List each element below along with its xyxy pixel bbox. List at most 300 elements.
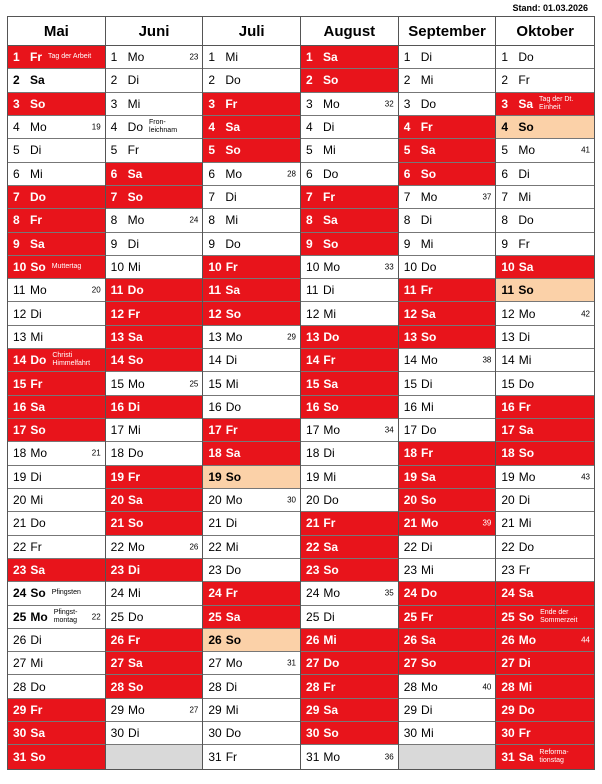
day-number: 16 (110, 399, 125, 414)
day-cell (496, 745, 594, 768)
weekday: Fr (323, 679, 336, 694)
weekday: Mi (128, 586, 141, 601)
weekday: Mi (225, 376, 239, 391)
day-number: 26 (110, 632, 125, 647)
day-number: 9 (501, 236, 509, 251)
day-cell (301, 745, 398, 768)
weekday: Fr (518, 236, 530, 251)
day-cell (301, 419, 398, 442)
week-number: 25 (189, 379, 199, 389)
day-cell (106, 349, 203, 372)
day-cell (301, 699, 398, 722)
day-cell (203, 606, 300, 629)
weekday: Di (30, 306, 42, 321)
day-number: 1 (13, 50, 20, 65)
weekday: Mo (518, 143, 536, 158)
day-number: 13 (306, 329, 320, 344)
week-number: 19 (91, 122, 101, 132)
day-cell (301, 396, 398, 419)
weekday: Mi (421, 563, 434, 578)
day-cell (496, 512, 594, 535)
day-number: 24 (110, 586, 125, 601)
weekday: Fr (518, 73, 530, 88)
day-number: 6 (501, 166, 509, 181)
day-cell (301, 209, 398, 232)
day-cell (203, 745, 300, 768)
day-cell (203, 652, 300, 675)
weekday: Sa (421, 469, 436, 484)
weekday: Mi (225, 702, 239, 717)
day-cell (496, 302, 594, 325)
day-number: 8 (501, 213, 509, 228)
day-number: 22 (208, 539, 222, 554)
day-number: 7 (306, 190, 313, 205)
weekday: Do (323, 166, 339, 181)
day-cell (496, 93, 594, 116)
day-number: 3 (208, 96, 216, 111)
day-cell (8, 116, 105, 139)
day-number: 29 (501, 702, 515, 717)
day-number: 4 (13, 120, 20, 135)
weekday: Mi (30, 656, 44, 671)
weekday: Mi (421, 726, 434, 741)
day-cell (8, 69, 105, 92)
day-number: 10 (208, 259, 222, 274)
day-cell (301, 302, 398, 325)
day-cell (106, 116, 203, 139)
day-number: 25 (13, 609, 27, 624)
day-number: 12 (13, 306, 27, 321)
week-number: 37 (482, 192, 492, 202)
month-column-august (301, 17, 399, 769)
weekday: Fr (420, 120, 433, 135)
day-cell (301, 279, 398, 302)
weekday: So (323, 399, 339, 414)
weekday: Sa (30, 726, 46, 741)
weekday: Fr (420, 283, 433, 298)
weekday: Mo (128, 539, 145, 554)
day-cell (106, 629, 203, 652)
weekday: Mo (323, 259, 341, 274)
weekday: Do (518, 539, 535, 554)
day-cell (301, 536, 398, 559)
day-number: 22 (501, 539, 515, 554)
day-number: 11 (13, 283, 26, 298)
day-number: 23 (13, 563, 27, 578)
day-cell (8, 93, 105, 116)
day-cell (8, 186, 105, 209)
weekday: Do (225, 73, 241, 88)
day-cell (8, 256, 105, 279)
day-number: 6 (306, 166, 313, 181)
day-number: 23 (501, 563, 515, 578)
weekday: Di (225, 353, 238, 368)
day-cell (496, 582, 594, 605)
day-cell (496, 442, 594, 465)
day-cell (301, 675, 398, 698)
day-cell (8, 139, 105, 162)
day-cell (301, 442, 398, 465)
weekday: Di (30, 143, 42, 158)
weekday: Di (323, 609, 335, 624)
weekday: Fr (323, 190, 336, 205)
month-column-juli (203, 17, 301, 769)
weekday: Di (518, 493, 531, 508)
day-number: 21 (208, 516, 222, 531)
day-cell (399, 116, 496, 139)
day-number: 18 (208, 446, 222, 461)
day-cell (8, 349, 105, 372)
weekday: Di (127, 236, 140, 251)
day-number: 7 (13, 190, 20, 205)
weekday: Do (30, 679, 46, 694)
weekday: Sa (127, 166, 143, 181)
holiday-note: Tag der Arbeit (48, 53, 92, 61)
day-cell (203, 629, 300, 652)
day-number: 11 (501, 283, 515, 298)
day-number: 13 (501, 329, 515, 344)
day-number: 14 (403, 353, 418, 368)
day-cell (203, 349, 300, 372)
weekday: Sa (128, 656, 143, 671)
day-number: 8 (110, 213, 118, 228)
weekday: Sa (225, 283, 241, 298)
day-number: 6 (208, 166, 216, 181)
weekday: Sa (225, 120, 241, 135)
day-number: 19 (501, 469, 515, 484)
weekday: Sa (421, 306, 436, 321)
weekday: Mo (420, 190, 438, 205)
day-number: 10 (110, 259, 125, 274)
day-cell (106, 209, 203, 232)
day-number: 31 (501, 750, 515, 765)
day-number: 7 (208, 190, 216, 205)
day-number: 24 (208, 586, 222, 601)
day-number: 10 (13, 259, 27, 274)
week-number: 21 (91, 448, 101, 458)
day-number: 9 (403, 236, 411, 251)
day-number: 2 (403, 73, 411, 88)
week-number: 20 (91, 285, 101, 295)
day-number: 12 (501, 306, 515, 321)
holiday-note: Pfingsten (51, 589, 81, 597)
day-number: 30 (501, 726, 515, 741)
day-cell (203, 582, 300, 605)
day-cell (106, 372, 203, 395)
day-number: 17 (501, 423, 515, 438)
day-number: 30 (403, 726, 418, 741)
weekday: Fr (30, 213, 42, 228)
day-cell (399, 209, 496, 232)
day-number: 29 (208, 702, 222, 717)
week-number: 42 (581, 309, 591, 319)
day-number: 23 (306, 563, 320, 578)
day-number: 1 (501, 50, 509, 65)
weekday: Sa (225, 446, 241, 461)
week-number: 28 (287, 169, 297, 179)
day-number: 13 (208, 329, 222, 344)
day-number: 11 (306, 283, 319, 298)
day-cell (496, 69, 594, 92)
day-number: 29 (13, 702, 27, 717)
day-number: 1 (306, 50, 313, 65)
day-number: 15 (501, 376, 515, 391)
day-number: 22 (403, 539, 418, 554)
weekday: Di (420, 50, 433, 65)
day-cell (399, 186, 496, 209)
day-cell (106, 93, 203, 116)
day-number: 16 (208, 399, 222, 414)
weekday: Mi (127, 96, 141, 111)
day-cell (399, 279, 496, 302)
weekday: So (323, 563, 339, 578)
day-cell (203, 46, 300, 69)
day-number: 4 (501, 120, 509, 135)
day-cell (301, 559, 398, 582)
day-cell (399, 536, 496, 559)
day-number: 28 (110, 679, 125, 694)
day-cell (301, 186, 398, 209)
day-cell (8, 396, 105, 419)
day-number: 24 (306, 586, 320, 601)
weekday: Mo (30, 120, 47, 135)
day-number: 11 (110, 283, 124, 298)
weekday: So (127, 190, 144, 205)
weekday: Mo (323, 750, 341, 765)
day-number: 23 (110, 563, 125, 578)
day-number: 25 (208, 609, 222, 624)
weekday: Sa (323, 376, 339, 391)
day-number: 19 (110, 469, 125, 484)
weekday: So (225, 306, 242, 321)
day-cell (496, 466, 594, 489)
weekday: Fr (225, 750, 238, 765)
weekday: Do (30, 353, 47, 368)
weekday: Mo (225, 656, 243, 671)
day-number: 28 (403, 679, 418, 694)
day-number: 15 (13, 376, 27, 391)
day-number: 24 (501, 586, 515, 601)
week-number: 36 (384, 752, 394, 762)
day-cell (106, 699, 203, 722)
weekday: Sa (128, 329, 143, 344)
weekday: Mi (420, 73, 434, 88)
week-number: 29 (287, 332, 297, 342)
weekday: Di (323, 120, 335, 135)
weekday: Mi (225, 50, 239, 65)
weekday: Fr (128, 632, 141, 647)
week-number: 22 (91, 612, 101, 622)
day-number: 9 (306, 236, 313, 251)
day-cell (496, 652, 594, 675)
empty-cell (106, 745, 203, 768)
week-number: 32 (384, 99, 394, 109)
week-number: 30 (287, 495, 297, 505)
weekday: So (30, 96, 46, 111)
weekday: Do (421, 259, 437, 274)
weekday: Di (225, 516, 238, 531)
day-number: 18 (110, 446, 125, 461)
day-cell (496, 722, 594, 745)
day-cell (8, 163, 105, 186)
weekday: Mo (127, 213, 145, 228)
day-cell (8, 536, 105, 559)
day-number: 3 (403, 96, 411, 111)
day-number: 5 (13, 143, 20, 158)
weekday: Do (128, 446, 144, 461)
day-cell (203, 512, 300, 535)
weekday: So (30, 750, 46, 765)
day-cell (399, 419, 496, 442)
weekday: Mo (30, 446, 48, 461)
day-number: 17 (208, 423, 222, 438)
day-cell (8, 559, 105, 582)
day-cell (496, 489, 594, 512)
day-number: 5 (501, 143, 509, 158)
day-cell (496, 116, 594, 139)
weekday: So (128, 353, 144, 368)
weekday: Mi (225, 539, 239, 554)
weekday: Do (225, 726, 242, 741)
weekday: Di (421, 702, 433, 717)
day-cell (399, 722, 496, 745)
day-cell (496, 536, 594, 559)
weekday: Fr (128, 469, 141, 484)
weekday: So (518, 609, 535, 624)
weekday: Sa (323, 539, 339, 554)
day-cell (106, 652, 203, 675)
day-cell (496, 396, 594, 419)
day-number: 31 (13, 750, 27, 765)
day-cell (496, 699, 594, 722)
day-cell (203, 675, 300, 698)
day-number: 19 (13, 469, 27, 484)
day-cell (8, 46, 105, 69)
holiday-note: Pfingst- montag (53, 608, 78, 624)
weekday: Fr (518, 563, 531, 578)
day-cell (203, 722, 300, 745)
day-number: 16 (501, 399, 515, 414)
day-cell (203, 442, 300, 465)
weekday: Di (30, 469, 42, 484)
day-number: 7 (501, 190, 509, 205)
day-cell (301, 256, 398, 279)
day-number: 3 (306, 96, 313, 111)
day-cell (399, 233, 496, 256)
weekday: Mi (128, 259, 141, 274)
weekday: Di (421, 376, 433, 391)
day-cell (399, 163, 496, 186)
empty-cell (399, 745, 496, 768)
weekday: Di (518, 329, 531, 344)
day-cell (399, 559, 496, 582)
day-number: 30 (13, 726, 27, 741)
day-number: 10 (403, 259, 418, 274)
weekday: So (225, 143, 241, 158)
day-number: 4 (403, 120, 411, 135)
weekday: Do (518, 702, 535, 717)
week-number: 27 (189, 705, 199, 715)
day-cell (496, 326, 594, 349)
day-cell (106, 419, 203, 442)
weekday: So (518, 120, 534, 135)
weekday: Fr (225, 96, 238, 111)
day-cell (301, 372, 398, 395)
week-number: 35 (384, 588, 394, 598)
day-cell (8, 302, 105, 325)
day-cell (106, 256, 203, 279)
day-cell (8, 279, 105, 302)
day-number: 21 (403, 516, 418, 531)
weekday: Mi (518, 516, 532, 531)
weekday: Fr (225, 586, 238, 601)
weekday: Do (225, 563, 242, 578)
day-number: 24 (13, 586, 27, 601)
weekday: So (421, 656, 437, 671)
day-cell (8, 326, 105, 349)
day-number: 21 (110, 516, 125, 531)
weekday: Mo (421, 516, 439, 531)
day-cell (203, 233, 300, 256)
week-number: 34 (384, 425, 394, 435)
day-number: 26 (208, 632, 222, 647)
day-number: 27 (110, 656, 125, 671)
weekday: So (421, 329, 437, 344)
day-number: 30 (306, 726, 320, 741)
weekday: Fr (30, 702, 43, 717)
day-number: 20 (501, 493, 515, 508)
day-number: 4 (110, 120, 118, 135)
day-cell (8, 675, 105, 698)
day-number: 26 (306, 632, 320, 647)
day-number: 30 (208, 726, 222, 741)
weekday: Mi (323, 469, 337, 484)
day-cell (106, 559, 203, 582)
weekday: Di (420, 213, 433, 228)
day-cell (496, 279, 594, 302)
weekday: Di (128, 726, 140, 741)
day-number: 4 (208, 120, 216, 135)
weekday: So (323, 726, 339, 741)
day-number: 31 (208, 750, 222, 765)
day-cell (106, 722, 203, 745)
day-cell (8, 372, 105, 395)
day-cell (203, 372, 300, 395)
day-number: 17 (306, 423, 320, 438)
day-number: 28 (501, 679, 515, 694)
weekday: So (30, 586, 46, 601)
weekday: Fr (421, 446, 434, 461)
day-number: 13 (403, 329, 418, 344)
day-number: 8 (306, 213, 313, 228)
weekday: So (128, 679, 144, 694)
day-number: 2 (13, 73, 20, 88)
weekday: Mi (128, 423, 141, 438)
weekday: Di (128, 399, 141, 414)
day-cell (203, 163, 300, 186)
day-number: 11 (403, 283, 417, 298)
day-cell (203, 559, 300, 582)
holiday-note: Ende der Sommerzeit (540, 608, 578, 624)
day-number: 29 (403, 702, 418, 717)
day-number: 14 (501, 353, 515, 368)
day-number: 20 (208, 493, 222, 508)
day-number: 26 (403, 632, 418, 647)
day-cell (301, 489, 398, 512)
day-number: 19 (208, 469, 222, 484)
weekday: So (128, 516, 144, 531)
weekday: Do (518, 50, 534, 65)
